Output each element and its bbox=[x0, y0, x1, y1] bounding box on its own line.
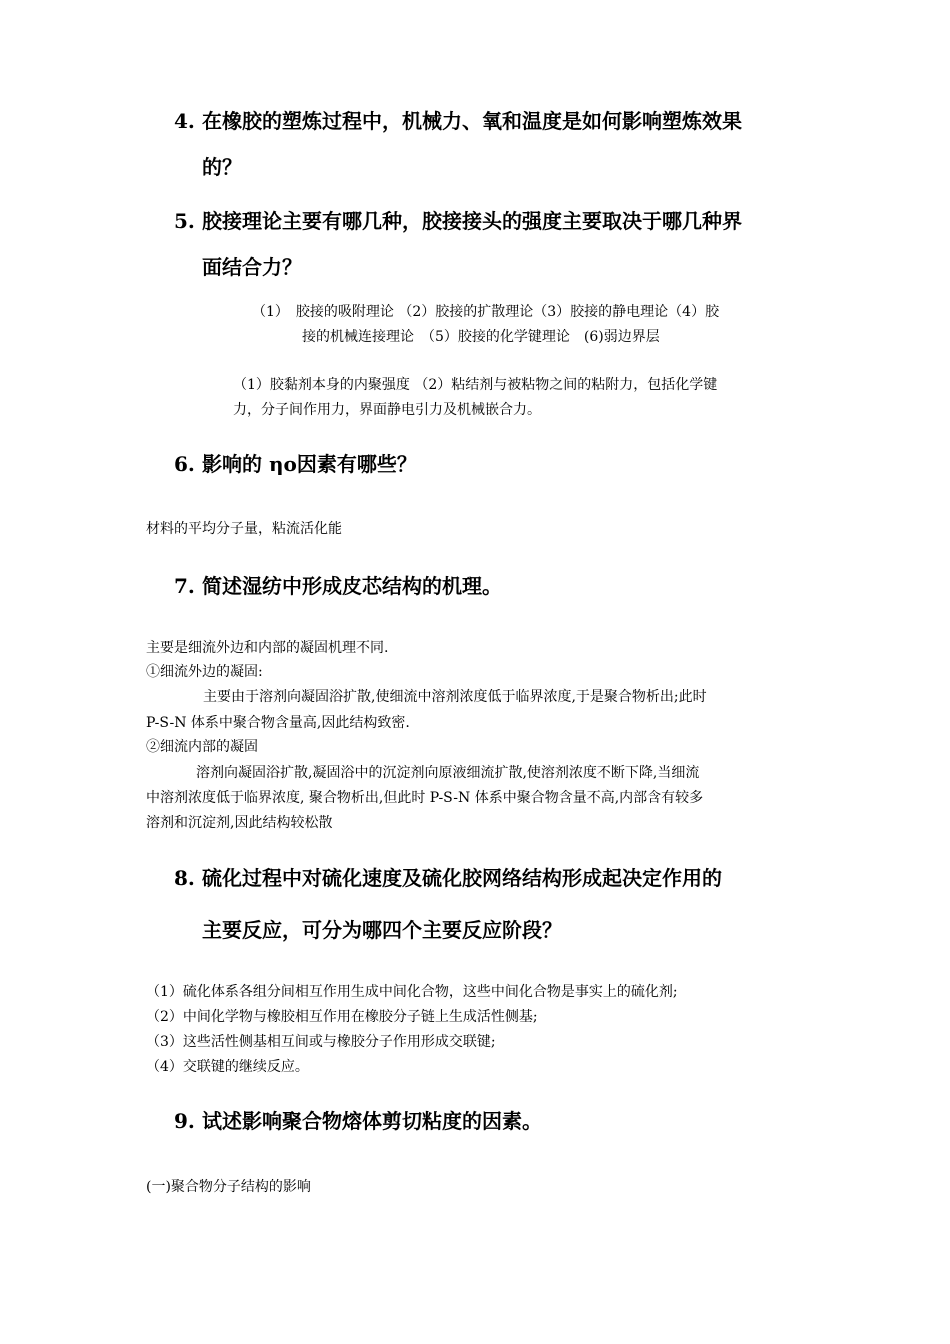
question-text-line1: 简述湿纺中形成皮芯结构的机理。 bbox=[202, 574, 502, 598]
q8-answer-line: （1）硫化体系各组分间相互作用生成中间化合物，这些中间化合物是事实上的硫化剂; bbox=[146, 984, 678, 1000]
q5-theories-line1: （1） 胶接的吸附理论 （2）胶接的扩散理论（3）胶接的静电理论（4）胶 bbox=[252, 304, 720, 320]
question-number: 7. bbox=[174, 574, 195, 598]
question-number: 5. bbox=[174, 209, 195, 233]
question-text-line1: 硫化过程中对硫化速度及硫化胶网络结构形成起决定作用的 bbox=[202, 866, 722, 890]
question-5 bbox=[174, 198, 824, 290]
question-4 bbox=[174, 98, 824, 190]
question-number: 9. bbox=[174, 1109, 195, 1133]
question-text-line1: 试述影响聚合物熔体剪切粘度的因素。 bbox=[202, 1109, 542, 1133]
q7-answer-line: 溶剂向凝固浴扩散,凝固浴中的沉淀剂向原液细流扩散,使溶剂浓度不断下降,当细流 bbox=[196, 765, 700, 781]
question-text-line1: 影响的 ηo因素有哪些？ bbox=[202, 452, 417, 476]
question-number: 4. bbox=[174, 109, 195, 133]
q6-answer: 材料的平均分子量，粘流活化能 bbox=[146, 521, 342, 537]
q8-answer-line: （2）中间化学物与橡胶相互作用在橡胶分子链上生成活性侧基; bbox=[146, 1009, 538, 1025]
question-8 bbox=[174, 855, 824, 953]
q5-strength-line1: （1）胶黏剂本身的内聚强度 （2）粘结剂与被粘物之间的粘附力，包括化学键 bbox=[233, 377, 718, 393]
q8-answer-line: （4）交联键的继续反应。 bbox=[146, 1059, 309, 1075]
question-text-line2: 主要反应，可分为哪四个主要反应阶段？ bbox=[202, 918, 562, 942]
q7-answer-line: 主要是细流外边和内部的凝固机理不同. bbox=[146, 640, 389, 656]
question-number: 6. bbox=[174, 452, 195, 476]
q5-theories-line2: 接的机械连接理论 （5）胶接的化学键理论 (6)弱边界层 bbox=[302, 329, 660, 345]
q7-answer-line: 中溶剂浓度低于临界浓度, 聚合物析出,但此时 P-S-N 体系中聚合物含量不高,内部含有较多 bbox=[146, 790, 704, 806]
q5-strength-line2: 力，分子间作用力，界面静电引力及机械嵌合力。 bbox=[233, 402, 541, 418]
q9-answer: (一)聚合物分子结构的影响 bbox=[146, 1179, 311, 1195]
q7-answer-line: 主要由于溶剂向凝固浴扩散,使细流中溶剂浓度低于临界浓度,于是聚合物析出;此时 bbox=[203, 689, 707, 705]
q7-answer-line: ①细流外边的凝固: bbox=[146, 664, 263, 680]
question-number: 8. bbox=[174, 866, 195, 890]
q7-answer-line: ②细流内部的凝固 bbox=[146, 739, 258, 755]
question-text-line2: 的？ bbox=[202, 155, 242, 179]
question-9 bbox=[174, 1098, 824, 1144]
question-7 bbox=[174, 563, 824, 609]
q7-answer-line: 溶剂和沉淀剂,因此结构较松散 bbox=[146, 815, 333, 831]
question-text-line1: 在橡胶的塑炼过程中，机械力、氧和温度是如何影响塑炼效果 bbox=[202, 109, 742, 133]
question-6 bbox=[174, 441, 824, 487]
question-text-line1: 胶接理论主要有哪几种，胶接接头的强度主要取决于哪几种界 bbox=[202, 209, 742, 233]
q7-answer-line: P-S-N 体系中聚合物含量高,因此结构致密. bbox=[146, 715, 410, 731]
question-text-line2: 面结合力？ bbox=[202, 255, 302, 279]
q8-answer-line: （3）这些活性侧基相互间或与橡胶分子作用形成交联键; bbox=[146, 1034, 496, 1050]
